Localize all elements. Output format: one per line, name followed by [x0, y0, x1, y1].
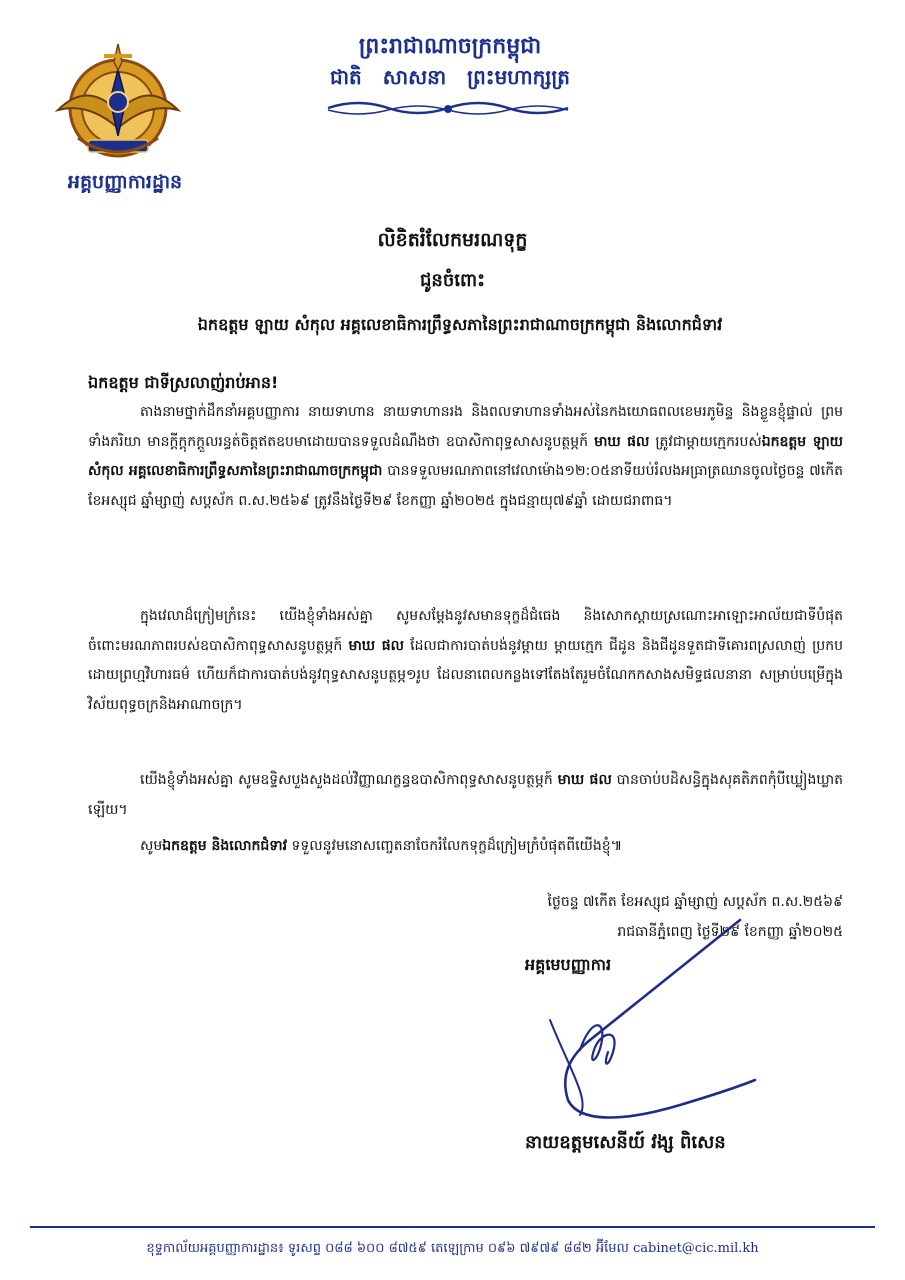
footer-contact [0, 1240, 905, 1259]
p4-text-a: សូម [140, 838, 163, 854]
p2-text-a: ក្នុងវេលាដ៏ក្រៀមក្រំនេះ យើងខ្ញុំទាំងអស់គ្នា សូមសម្តែងនូវសមានទុក្ខដ៏ជំធេង និងសោកស្តាយស្រណោះអាឡោះអាល័យជាទីបំផុត ចំពោះមរណភាពរបស់ឧបាសិកាពុទ្ធសាសនូបត្ថម្ភក៍ [88, 608, 843, 654]
p3-name-bold: មាឃ ផល [557, 772, 612, 788]
p2-text-c: ដែលជាការបាត់បង់នូវម្តាយ ម្តាយក្មេក ជីដូន និងជីដូនទួតជាទីគោរពស្រលាញ់ ប្រកបដោយព្រហ្មវិហារធម៌ ហើយក៏ជាការបាត់បង់នូវពុទ្ធសាសនូបត្ថម្ភ១រូប ដែលនាពេលកន្លងទៅតែងតែរួមចំណែកកសាងសមិទ្ធផលនានា សម្រាប់បម្រើក្នុងវិស័យពុទ្ធចក្រនិងអាណាចក្រ។ [88, 637, 843, 713]
to-label: ជូនចំពោះ [419, 270, 486, 291]
signer-title: អគ្គមេបញ្ញាការ [525, 955, 612, 974]
p1-recipient-bold: ឯកឧត្តម ឡាយ សំកុល អគ្គលេខាធិការព្រឹទ្ធសភានៃព្រះរាជាណាចក្រកម្ពុជា [88, 433, 843, 479]
kingdom-title: ព្រះរាជាណាចក្រកម្ពុជា [358, 34, 542, 59]
p1-name-bold: មាឃ ផល [594, 433, 650, 450]
organization-name: អគ្គបញ្ញាការដ្ឋាន [67, 171, 183, 193]
footer-text: ខុទ្ទកាល័យអគ្គបញ្ញាការដ្ឋាន៖ ទូរសព្ទ ០៨៨ ៦០០ ៨៧៥៩ តេឡេក្រាម ០៩៦ ៧៩៧៩ ៨៨២ អ៊ីមែល [146, 1241, 629, 1256]
recipient-line: ឯកឧត្តម ឡាយ សំកុល អគ្គលេខាធិការព្រឹទ្ធសភានៃព្រះរាជាណាចក្រកម្ពុជា និងលោកជំទាវ [197, 315, 723, 334]
p1-text-a: តាងនាមថ្នាក់ដឹកនាំអគ្គបញ្ញាការ នាយទាហាន នាយទាហានរង និងពលទាហានទាំងអស់នៃកងយោធពលខេមរភូមិន្ទ និងខ្លួនខ្ញុំផ្ទាល់ ព្រមទាំងភរិយា មានក្តីក្តុកក្តួលរន្ធត់ចិត្តឥតឧបមាដោយបានទទួលដំណឹងថា ឧបាសិកាពុទ្ធសាសនូបត្ថម្ភក៍ [88, 404, 843, 450]
signer-name: នាយឧត្តមសេនីយ៍ វង្ស ពិសេន [525, 1132, 726, 1153]
p2-name-bold: មាឃ ផល [348, 637, 404, 654]
ornament-divider-icon [318, 96, 578, 120]
body-paragraph-2 [88, 602, 843, 720]
date-solar: រាជធានីភ្នំពេញ ថ្ងៃទី២៩ ខែកញ្ញា ឆ្នាំ២០២៥ [617, 924, 843, 940]
p3-text-c: បានចាប់បដិសន្ធិក្នុងសុគតិភពកុំបីឃ្លៀងឃ្លាតឡើយ។ [88, 772, 843, 818]
salutation: ឯកឧត្តម ជាទីស្រលាញ់រាប់អាន! [88, 373, 279, 392]
p4-text-c: ទទួលនូវមនោសញ្ចេតនាចែករំលែកទុក្ខដ៏ក្រៀមក្រំបំផុតពីយើងខ្ញុំ៕ [287, 838, 623, 854]
handwritten-signature-icon [510, 900, 770, 1140]
footer-email-link[interactable]: cabinet@cic.mil.kh [633, 1241, 759, 1256]
body-paragraph-4 [88, 832, 843, 862]
body-paragraph-3 [88, 766, 843, 825]
p1-text-d: បានទទួលមរណភាពនៅវេលាម៉ោង១២:០៥នាទីយប់រំលងអធ្រាត្រឈានចូលថ្ងៃចន្ទ ៧កើត ខែអស្សុជ ឆ្នាំម្សាញ់ សប្តស័ក ព.ស.២៥៦៩ ត្រូវនឹងថ្ងៃទី២៩ ខែកញ្ញា ឆ្នាំ២០២៥ ក្នុងជន្មាយុ៧៩ឆ្នាំ ដោយជរាពាធ។ [88, 463, 843, 509]
military-emblem-icon [48, 40, 188, 170]
letter-title: លិខិតរំលែកមរណទុក្ខ [377, 229, 528, 251]
p3-text-a: យើងខ្ញុំទាំងអស់គ្នា សូមឧទ្ទិសបួងសួងដល់វិញ្ញាណក្ខន្ធឧបាសិកាពុទ្ធសាសនូបត្ថម្ភក៍ [140, 772, 558, 788]
body-paragraph-1 [88, 398, 843, 516]
p4-addressee-bold: ឯកឧត្តម និងលោកជំទាវ [162, 838, 288, 854]
footer-divider [30, 1226, 875, 1228]
p1-text-c: ត្រូវជាម្តាយក្មេករបស់ [649, 433, 762, 450]
national-motto: ជាតិ សាសនា ព្រះមហាក្សត្រ [330, 65, 570, 89]
date-lunar: ថ្ងៃចន្ទ ៧កើត ខែអស្សុជ ឆ្នាំម្សាញ់ សប្តស័ក ព.ស.២៥៦៩ [547, 894, 843, 910]
